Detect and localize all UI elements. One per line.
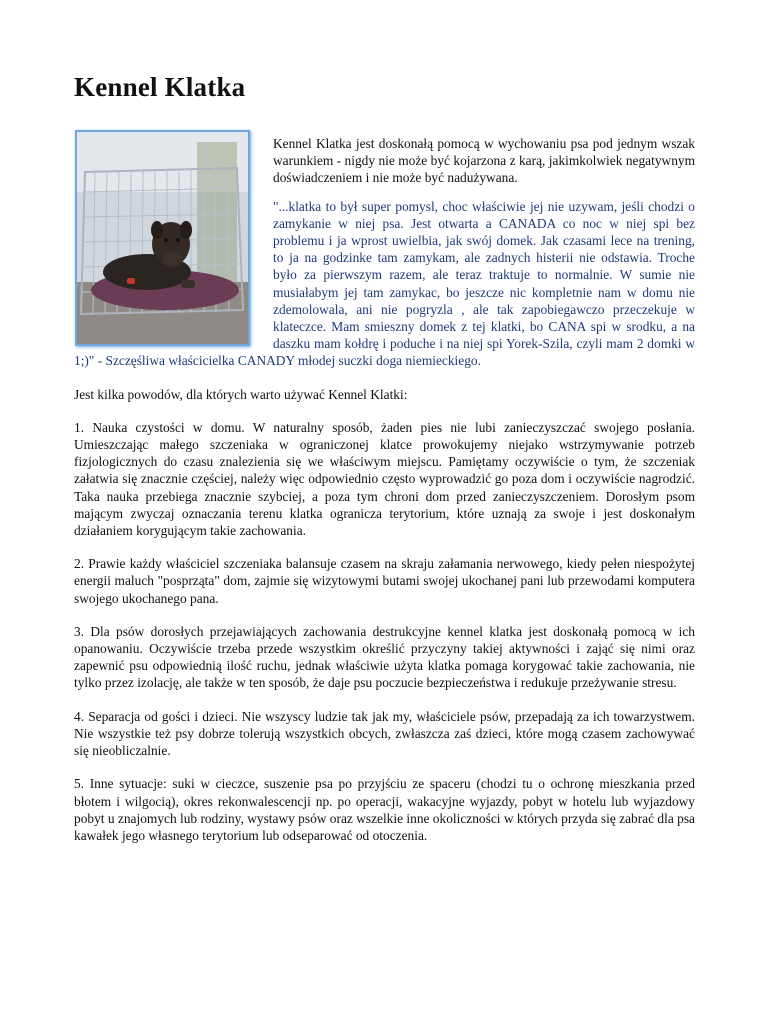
owner-quote: "...klatka to był super pomysl, choc właściwie jej nie uzywam, jeśli chodzi o zamykanie w niej psa. Jest otwarta a CANADA co noc w niej spi bez problemu i ja wprost uwielbia, jak swój domek. Jak czasami lece na trening, to ja na godzinke tam zamykam, ale zadnych histerii nie odstawia. Troche było za pierwszym razem, ale teraz traktuje to normalnie. W sumie nie musiałabym jej tam zamykac, bo jeszcze nic kompletnie nam w domu nie zdemolowala, ani nie pogryzla , ale tak zapobiegawczo przeczekuje w klateczce. Mam smieszny domek z tej klatki, bo CANA spi w srodku, a na daszku mam kołdrę i poduche i na niej spi Yorek-Szila, czyli mam 2 domki w 1;)" - Szczęśliwa właścicielka CANADY młodej suczki doga niemieckiego. (74, 198, 695, 369)
list-item: 1. Nauka czystości w domu. W naturalny sposób, żaden pies nie lubi zanieczyszczać swojego posłania. Umieszczając małego szczeniaka w ograniczonej klatce prowokujemy niejako wstrzymywanie potrzeb fizjologicznych do czasu znalezienia się we właściwym miejscu. Pamiętamy oczywiście o tym, że szczeniak załatwia się znacznie częściej, należy więc odpowiednio często wyprowadzić go poza dom i oczywiście nagrodzić. Taka nauka przebiega znacznie szybciej, a poza tym chroni dom przed zanieczyszczeniem. Dorosłym psom mającym zwyczaj oznaczania terenu klatka ogranicza terytorium, które uznają za swoje i jest doskonałym działaniem korygującym takie zachowania. (74, 419, 695, 539)
dog-crate-photo (75, 130, 250, 346)
list-item: 3. Dla psów dorosłych przejawiających zachowania destrukcyjne kennel klatka jest doskonałą pomocą w ich opanowaniu. Oczywiście trzeba przede wszystkim określić przyczyny takiej aktywności i zająć się nimi oraz zapewnić psu odpowiednią ilość ruchu, jednak właściwie użyta klatka pomaga korygować takie zachowania, nie tylko przez izolację, ale także w ten sposób, że daje psu poczucie bezpieczeństwa i redukuje przeżywanie stresu. (74, 623, 695, 691)
page-title: Kennel Klatka (74, 72, 246, 102)
document-page (74, 68, 695, 844)
intro-paragraph: Kennel Klatka jest doskonałą pomocą w wychowaniu psa pod jednym wszak warunkiem - nigdy nie może być kojarzona z karą, jakimkolwiek negatywnym doświadczeniem i nie może być nadużywana. (273, 136, 695, 186)
list-item: 4. Separacja od gości i dzieci. Nie wszyscy ludzie tak jak my, właściciele psów, przepadają za ich towarzystwem. Nie wszystkie też psy dobrze tolerują wszystkich obcych, zwłaszcza zaś dzieci, które mogą czasem zachowywać się nieobliczalnie. (74, 708, 695, 759)
reasons-intro: Jest kilka powodów, dla których warto używać Kennel Klatki: (74, 386, 408, 402)
list-item: 5. Inne sytuacje: suki w cieczce, suszenie psa po przyjściu ze spaceru (chodzi tu o ochronę mieszkania przed błotem i wilgocią), okres rekonwalescencji np. po operacji, wakacyjne wyjazdy, pobyt w hotelu lub wyjazdowy pobyt u znajomych lub rodziny, wystawy psów oraz wszelkie inne okoliczności w których przyda się zabrać dla psa kawałek jego własnego terytorium lub odseparować od otoczenia. (74, 776, 695, 843)
list-item: 2. Prawie każdy właściciel szczeniaka balansuje czasem na skraju załamania nerwowego, kiedy pełen niespożytej energii maluch "posprząta" dom, zajmie się wizytowymi butami swojej ukochanej pani lub przewodami komputera swojego ukochanego pana. (74, 556, 695, 606)
